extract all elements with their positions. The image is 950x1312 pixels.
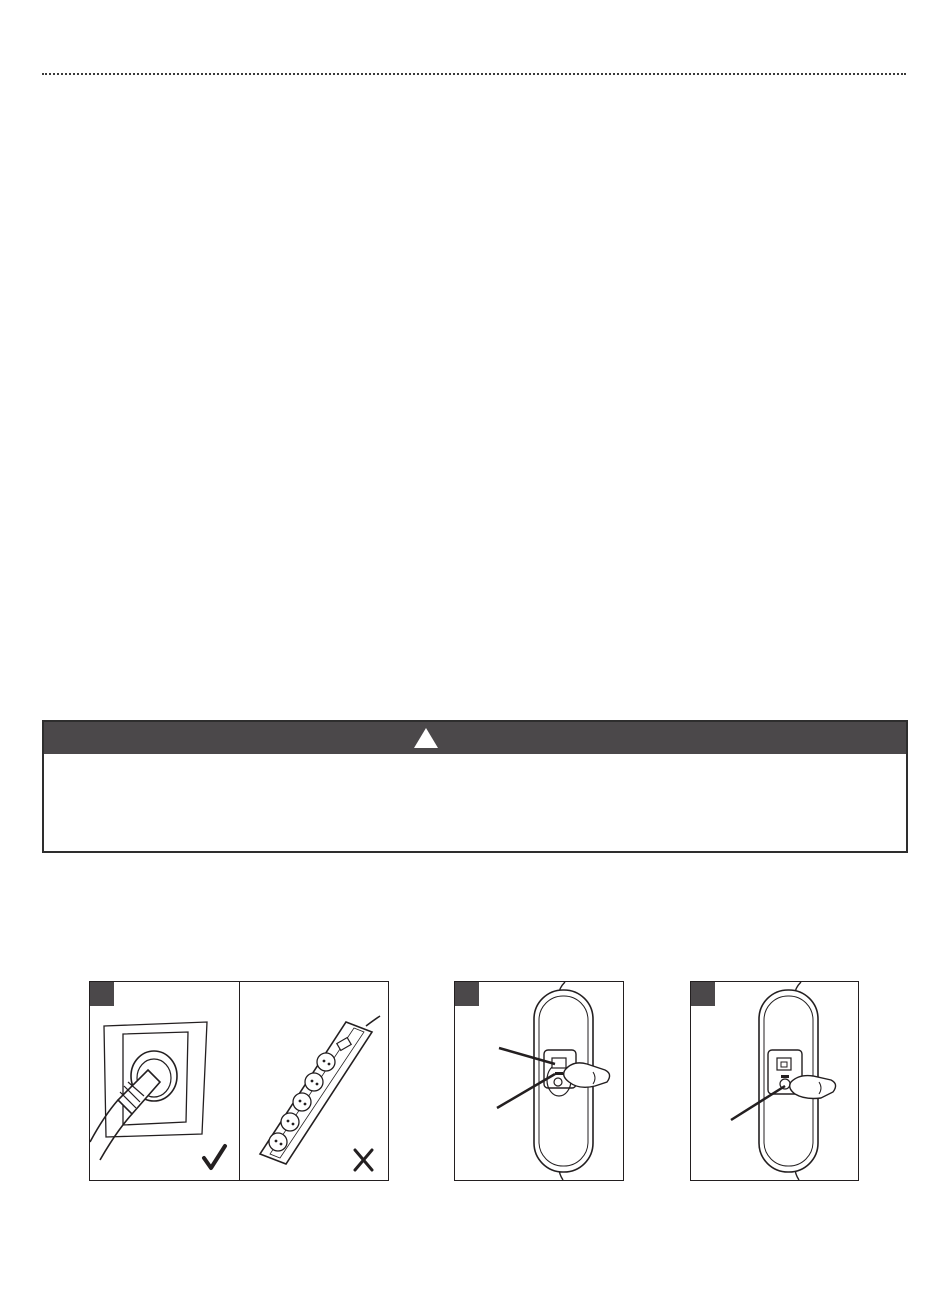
warning-triangle-icon [413, 727, 439, 749]
figure-reset-button [690, 981, 859, 1181]
figure-outlet-comparison [89, 981, 389, 1181]
warning-header [44, 722, 906, 754]
section-divider [42, 73, 906, 75]
cross-mark-icon [355, 1150, 372, 1170]
figure-test-button [454, 981, 624, 1181]
warning-box [42, 720, 908, 853]
check-mark-icon [204, 1146, 225, 1168]
power-strip-icon [240, 982, 389, 1180]
control-box-reset-icon [691, 982, 858, 1180]
wall-outlet-plug-icon [90, 982, 239, 1180]
control-box-test-icon [455, 982, 623, 1180]
